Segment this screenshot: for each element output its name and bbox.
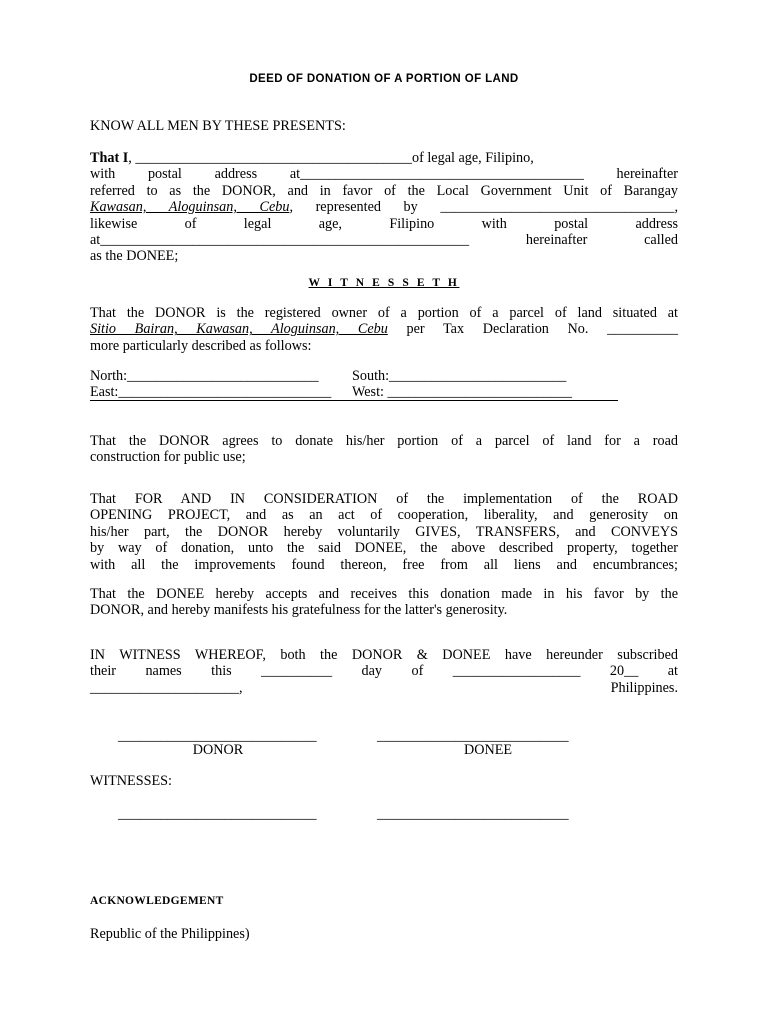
witness-2-signature-line: ___________________________ [377, 806, 569, 822]
witness-1-signature-line: ____________________________ [118, 806, 317, 822]
donor-paragraph [90, 150, 678, 265]
p2-line2: Sitio Bairan, Kawasan, Aloguinsan, Cebu per Tax Declaration No. __________ [90, 321, 679, 338]
p2-line3: more particularly described as follows: [90, 337, 312, 354]
donee-caption: DONEE [463, 742, 513, 758]
p2-line1: That the DONOR is the registered owner of a portion of a parcel of land situated at [90, 305, 678, 321]
p3-line1: That the DONOR agrees to donate his/her portion of a parcel of land for a road [90, 433, 678, 449]
intro-line: KNOW ALL MEN BY THESE PRESENTS: [90, 118, 346, 134]
north-bound: North:___________________________ [90, 368, 319, 384]
bounds-row-east-west [90, 384, 618, 401]
acceptance-paragraph [90, 586, 678, 619]
donee-signature-line: ___________________________ [377, 728, 569, 744]
p4-line1: That FOR AND IN CONSIDERATION of the implementation of the ROAD [90, 491, 678, 507]
p1-line3: referred to as the DONOR, and in favor of the Local Government Unit of Barangay [90, 182, 678, 199]
p1-line1: That I, _______________________________________of legal age, Filipino, [90, 150, 534, 166]
p4-line3: his/her part, the DONOR hereby voluntarily GIVES, TRANSFERS, and CONVEYS [90, 523, 678, 540]
south-bound: South:_________________________ [352, 368, 567, 384]
p6-line1: IN WITNESS WHEREOF, both the DONOR & DONEE have hereunder subscribed [90, 647, 678, 663]
p1-line4: Kawasan, Aloguinsan, Cebu, represented by _________________________________, [90, 199, 678, 216]
acknowledgement-heading: ACKNOWLEDGEMENT [90, 895, 224, 907]
bounds-row-north-south [90, 368, 620, 384]
republic-line: Republic of the Philippines) [90, 926, 250, 942]
document-title: DEED OF DONATION OF A PORTION OF LAND [249, 73, 519, 85]
ownership-paragraph [90, 305, 678, 354]
p1-line6: at____________________________________________________ hereinafter called [90, 232, 678, 249]
p6-line3: _____________________, Philippines. [90, 679, 678, 696]
p6-line2: their names this __________ day of __________________ 20__ at [90, 663, 678, 680]
p4-line5: with all the improvements found thereon, free from all liens and encumbrances; [90, 556, 678, 573]
witnesses-label: WITNESSES: [90, 773, 172, 789]
witnesseth-heading: W I T N E S S E T H [308, 277, 460, 289]
donor-caption: DONOR [192, 742, 244, 758]
p1-line2: with postal address at________________________________________ hereinafter [90, 166, 678, 183]
east-bound: East:______________________________ [90, 384, 332, 400]
west-bound: West: __________________________ [352, 384, 572, 400]
p4-line2: OPENING PROJECT, and as an act of cooperation, liberality, and generosity on [90, 507, 678, 524]
consideration-paragraph [90, 491, 678, 573]
donor-signature-line: ____________________________ [118, 728, 317, 744]
p1-line7: as the DONEE; [90, 248, 179, 265]
p3-line2: construction for public use; [90, 449, 246, 466]
agreement-paragraph [90, 433, 678, 466]
p5-line1: That the DONEE hereby accepts and receives this donation made in his favor by the [90, 586, 678, 602]
p1-line5: likewise of legal age, Filipino with postal address [90, 215, 678, 232]
p4-line4: by way of donation, unto the said DONEE, the above described property, together [90, 540, 678, 557]
p5-line2: DONOR, and hereby manifests his gratefulness for the latter's generosity. [90, 602, 508, 619]
witness-whereof-paragraph [90, 647, 678, 696]
